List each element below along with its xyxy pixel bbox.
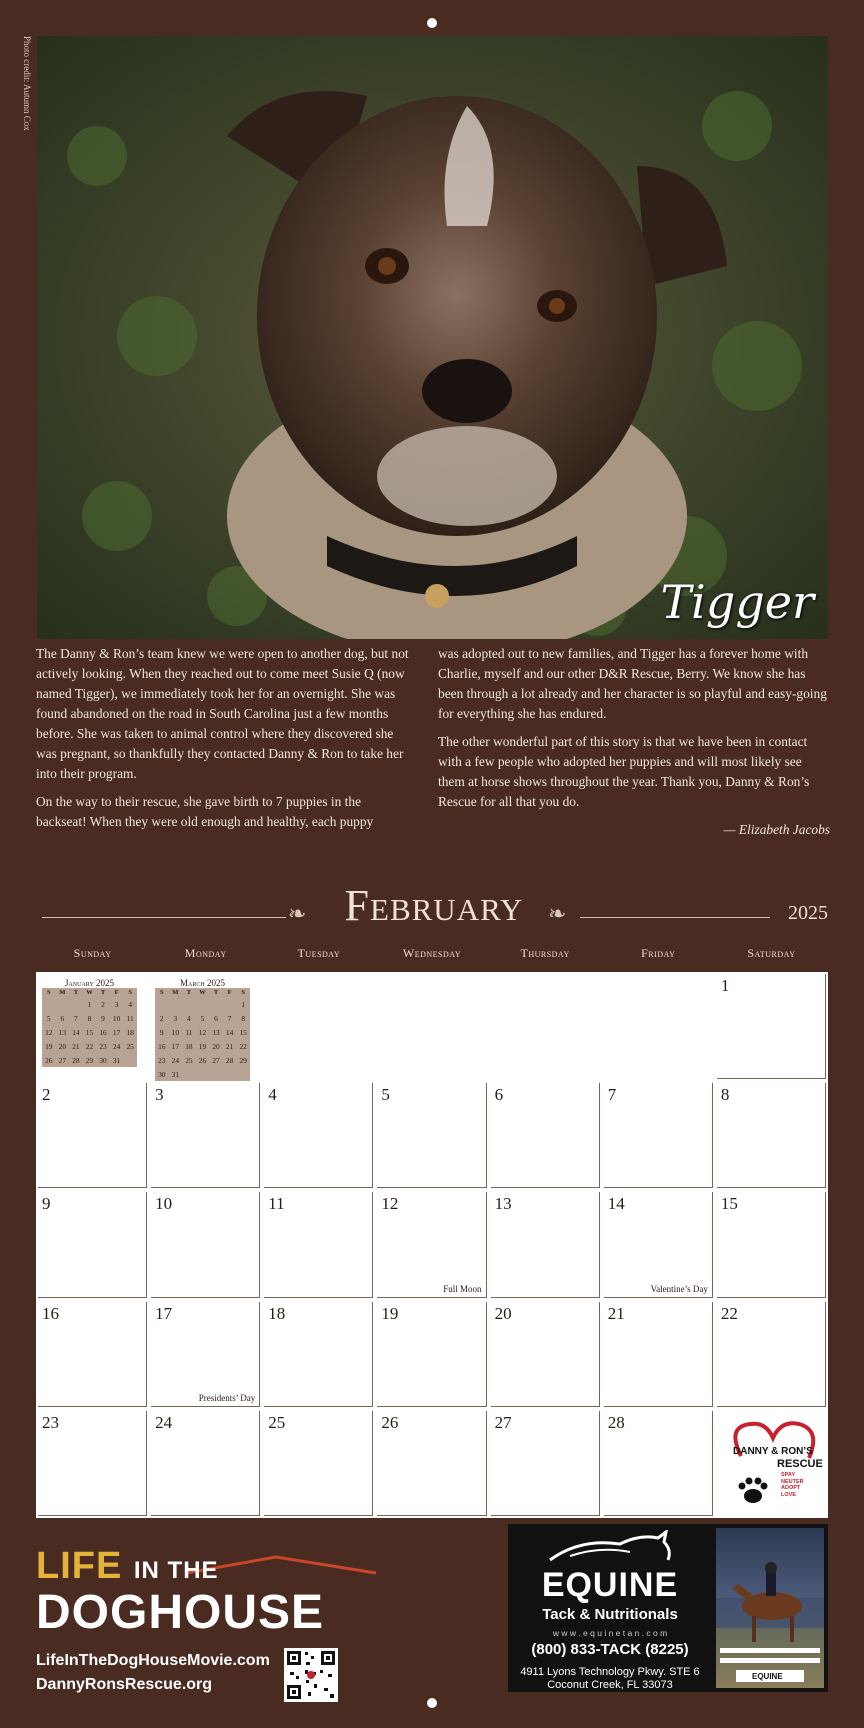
logo-life [36,1545,219,1588]
danny-rons-rescue-logo [721,1416,823,1512]
day-cell[interactable] [377,1192,486,1297]
story-column-1 [36,644,412,840]
mini-calendar-day [56,997,70,1011]
qr-code-icon[interactable] [284,1648,338,1702]
equine-subtitle: Tack & Nutritionals [542,1606,678,1623]
day-cell[interactable] [38,1411,147,1516]
rescue-tag: ADOPT [781,1485,801,1491]
day-number: 10 [155,1194,173,1214]
mini-calendar-day: 26 [198,1055,207,1065]
ornament-left-icon: ❧ [288,902,307,927]
day-cell[interactable] [377,1302,486,1407]
mini-calendar-day: 12 [45,1027,53,1037]
mini-calendar-weekday: S [128,989,132,996]
calendar-grid [36,972,828,1518]
mini-calendar-day: 5 [200,1013,205,1023]
equine-website[interactable]: w w w . e q u i n e t a n . c o m [552,1628,668,1638]
mini-calendar-day: 16 [158,1041,166,1051]
mini-calendar-day: 12 [198,1027,207,1037]
day-cell[interactable] [151,1083,260,1188]
day-cell[interactable] [604,1083,713,1188]
mini-calendar-march [155,976,250,1081]
mini-calendar-day [169,997,183,1011]
mini-calendar-day [182,1067,196,1081]
website-link-movie[interactable]: LifeInTheDogHouseMovie.com [36,1652,270,1669]
ornament-right-icon: ❧ [548,902,567,927]
day-number: 18 [268,1303,286,1323]
mini-calendar-day: 3 [114,999,119,1009]
rescue-tag: NEUTER [781,1478,804,1485]
story-column-2 [438,644,830,848]
mini-calendar-table [42,988,137,1067]
show-jumping-photo [716,1528,824,1688]
day-number: 26 [381,1412,399,1432]
mini-calendar-day: 8 [241,1013,246,1023]
mini-calendar-weekday: S [241,989,245,996]
mini-calendar-day [69,997,83,1011]
mini-calendar-day: 18 [126,1027,134,1037]
day-cell[interactable] [717,974,826,1079]
dog-photo [37,36,828,639]
mini-calendar-day: 7 [227,1013,232,1023]
day-number: 3 [155,1085,164,1105]
mini-calendar-day [236,1067,250,1081]
day-number: 7 [607,1085,617,1105]
dow-label: Saturday [747,946,796,960]
equine-address-line1: 4911 Lyons Technology Pkwy. STE 6 [520,1666,700,1678]
mini-calendar-day: 1 [87,999,92,1009]
day-number: 5 [381,1085,390,1105]
day-number: 23 [42,1412,59,1432]
mini-calendar-january [42,976,137,1067]
mini-calendar-day: 14 [225,1027,234,1037]
mini-calendar-day: 2 [101,999,105,1009]
day-cell[interactable] [604,1411,713,1516]
day-note: Presidents’ Day [198,1392,256,1403]
mini-calendar-day: 31 [112,1055,121,1065]
story-signature: — Elizabeth Jacobs [723,822,830,837]
day-number: 22 [720,1303,738,1323]
mini-calendar-day: 15 [85,1027,94,1037]
day-number: 15 [720,1194,738,1214]
mini-calendar-day: 25 [126,1041,134,1051]
mini-calendar-weekday: M [172,989,179,996]
day-cell[interactable] [38,1083,147,1188]
mini-calendar-day: 7 [74,1013,78,1023]
mini-calendar-weekday: W [199,989,206,996]
day-note: Full Moon [443,1283,482,1294]
logo-doghouse: DOGHOUSE [36,1586,325,1639]
mini-calendar-day: 27 [58,1055,67,1065]
day-number: 8 [720,1085,730,1105]
day-number: 9 [42,1194,51,1214]
day-number: 25 [268,1412,286,1432]
mini-calendar-day [123,1053,137,1067]
mini-calendar-day [209,1067,223,1081]
mini-calendar-day: 10 [112,1013,121,1023]
dow-label: Tuesday [297,946,341,960]
day-number: 1 [720,976,730,995]
mini-calendar-day: 31 [171,1069,180,1079]
mini-calendar-day: 26 [45,1055,53,1065]
day-cell[interactable] [151,1192,260,1297]
mini-calendar-weekday: M [59,989,66,996]
mini-calendar-day: 4 [128,999,133,1009]
day-cell[interactable] [264,1083,373,1188]
mini-calendar-day: 19 [198,1041,207,1051]
day-cell[interactable] [264,1302,373,1407]
mini-calendar-day: 27 [212,1055,220,1065]
mini-calendar-day [196,997,210,1011]
mini-calendar-day: 25 [185,1055,193,1065]
dog-name: Tigger [660,575,814,629]
mini-calendar-weekday: T [73,989,79,996]
photo-credit: Photo credit: Autumn Cox [22,36,32,131]
header-rule-right [580,917,770,918]
mini-calendar-day: 28 [225,1055,234,1065]
mini-calendar-day: 30 [99,1055,107,1065]
equine-brand: EQUINE [541,1566,679,1604]
day-cell[interactable] [377,1411,486,1516]
mini-calendar-day: 21 [72,1041,80,1051]
day-number: 19 [381,1303,399,1323]
day-number: 14 [607,1194,625,1214]
day-cell[interactable] [38,1192,147,1297]
days-of-week [36,946,828,968]
day-note: Valentine’s Day [650,1283,708,1294]
mini-calendar-day: 29 [85,1055,94,1065]
mini-calendar-day [42,997,56,1011]
day-number: 17 [155,1303,173,1323]
rescue-logo-tags [781,1472,804,1498]
mini-calendar-day: 21 [225,1041,234,1051]
month-title: February [344,881,524,930]
day-cell[interactable] [377,1083,486,1188]
mini-calendar-day: 23 [99,1041,107,1051]
rescue-tag: SPAY [781,1472,796,1478]
day-cell[interactable] [717,1302,826,1407]
mini-calendar-weekday: T [213,989,219,996]
story-paragraph: The other wonderful part of this story is that we have been in contact with a few people who adopted her puppies and will most likely see them at horse shows throughout the year. Thank you, Danny & Ron’s Rescue for all that you do. [438,734,810,809]
mini-calendar-day: 23 [158,1055,166,1065]
mini-calendar-weekday: W [86,989,93,996]
day-number: 11 [268,1194,285,1214]
mini-calendar-day [196,1067,210,1081]
mini-calendar-day: 28 [72,1055,80,1065]
day-number: 16 [42,1303,59,1323]
equine-ad-text [508,1524,712,1692]
mini-calendar-weekday: T [186,989,192,996]
rescue-logo-line2: RESCUE [777,1458,823,1470]
logo-in-the: IN THE [133,1557,219,1584]
dow-label: Wednesday [402,946,462,960]
dow-label: Sunday [73,946,112,960]
mini-calendar-day [223,1067,237,1081]
logo-life-word: LIFE [36,1545,123,1587]
mini-calendar-day: 15 [239,1027,247,1037]
day-cell[interactable] [264,1411,373,1516]
day-cell[interactable] [717,1192,826,1297]
story-paragraph: was adopted out to new families, and Tigger has a forever home with Charlie, myself and our other D&R Rescue, Berry. We know she has been through a lot already and her character is so playful and easy-going for everything she has endured. [438,646,827,721]
mini-calendar-day: 20 [212,1041,220,1051]
mini-calendar-day: 4 [187,1013,191,1023]
day-cell[interactable] [151,1302,260,1407]
life-in-the-doghouse-logo [36,1545,476,1705]
mini-calendar-weekday: T [100,989,106,996]
equine-tack-advertisement[interactable] [508,1524,828,1692]
mini-calendar-day: 3 [173,1013,178,1023]
mini-calendar-day: 17 [112,1027,121,1037]
day-number: 24 [155,1412,173,1432]
rescue-tag: LOVE [781,1491,796,1498]
day-number: 27 [494,1412,512,1432]
day-cell[interactable] [491,1192,600,1297]
mini-calendar-title: January 2025 [42,976,137,988]
mini-calendar-day: 6 [60,1013,65,1023]
mini-calendar-day: 9 [101,1013,105,1023]
mini-calendar-day: 10 [171,1027,180,1037]
dow-label: Friday [641,946,676,960]
story-paragraph: On the way to their rescue, she gave birth to 7 puppies in the backseat! When they were old enough and healthy, each puppy [36,794,374,829]
day-cell[interactable] [151,1411,260,1516]
mini-calendar-day: 11 [126,1013,134,1023]
day-cell[interactable] [264,1192,373,1297]
mini-calendar-day: 22 [85,1041,94,1051]
mini-calendar-day: 18 [185,1041,193,1051]
equine-address-line2: Coconut Creek, FL 33073 [547,1679,673,1691]
mini-calendar-day: 22 [239,1041,247,1051]
mini-calendar-weekday: F [227,989,232,996]
mini-calendar-day [182,997,196,1011]
mini-calendar-day: 2 [159,1013,164,1023]
day-cell[interactable] [604,1302,713,1407]
mini-calendar-weekday: S [159,989,164,996]
mini-calendar-day: 19 [45,1041,53,1051]
day-number: 12 [381,1194,399,1214]
rescue-logo-line1: DANNY & RON’S [733,1446,813,1457]
day-number: 21 [607,1303,625,1323]
mini-calendar-day: 17 [171,1041,180,1051]
mini-calendar-day: 1 [241,999,246,1009]
mini-calendar-title: March 2025 [155,976,250,988]
day-number: 4 [268,1085,277,1105]
dog-illustration [37,36,828,639]
dow-label: Monday [184,946,227,960]
mini-calendar-day: 5 [46,1013,51,1023]
day-cell[interactable] [491,1083,600,1188]
dow-label: Thursday [520,946,570,960]
hang-hole-top [427,18,437,28]
equine-mini-brand: EQUINE [752,1672,783,1681]
mini-calendar-table [155,988,250,1081]
website-link-rescue[interactable]: DannyRonsRescue.org [36,1676,213,1693]
mini-calendar-weekday: F [114,989,119,996]
horse-logo-icon [540,1530,680,1566]
mini-calendar-day: 6 [214,1013,218,1023]
mini-calendar-day: 13 [58,1027,67,1037]
mini-calendar-day: 16 [99,1027,107,1037]
day-cell[interactable] [491,1302,600,1407]
month-header [40,880,828,946]
day-cell[interactable] [717,1083,826,1188]
mini-calendar-day: 9 [159,1027,164,1037]
horse-and-rider-icon [716,1528,824,1688]
day-number: 28 [607,1412,625,1432]
story-paragraph: The Danny & Ron’s team knew we were open to another dog, but not actively looking. When they reached out to come meet Susie Q (now named Tigger), we immediately took her for an overnight. She was found abandoned on the road in South Carolina just a few months before. She was taken to animal control where they discovered she was pregnant, so thankfully they contacted Danny & Ron to take her into their program. [36,646,409,781]
day-cell[interactable] [604,1192,713,1297]
day-number: 2 [42,1085,51,1105]
year-label: 2025 [788,902,828,924]
mini-calendar-day [155,997,169,1011]
mini-calendar-weekday: S [46,989,51,996]
mini-calendar-day: 14 [72,1027,80,1037]
day-number: 20 [494,1303,512,1323]
mini-calendar-day [223,997,237,1011]
mini-calendar-day: 24 [171,1055,180,1065]
day-number: 13 [494,1194,512,1214]
day-cell[interactable] [491,1411,600,1516]
mini-calendar-day: 11 [185,1027,193,1037]
mini-calendar-day: 8 [87,1013,92,1023]
equine-phone[interactable]: (800) 833-TACK (8225) [531,1641,689,1658]
mini-calendar-day: 20 [58,1041,67,1051]
day-cell[interactable] [38,1302,147,1407]
mini-calendar-day: 24 [112,1041,121,1051]
mini-calendar-day: 29 [239,1055,247,1065]
mini-calendar-day: 13 [212,1027,220,1037]
day-number: 6 [494,1085,504,1105]
mini-calendar-day [209,997,223,1011]
mini-calendar-day: 30 [158,1069,166,1079]
